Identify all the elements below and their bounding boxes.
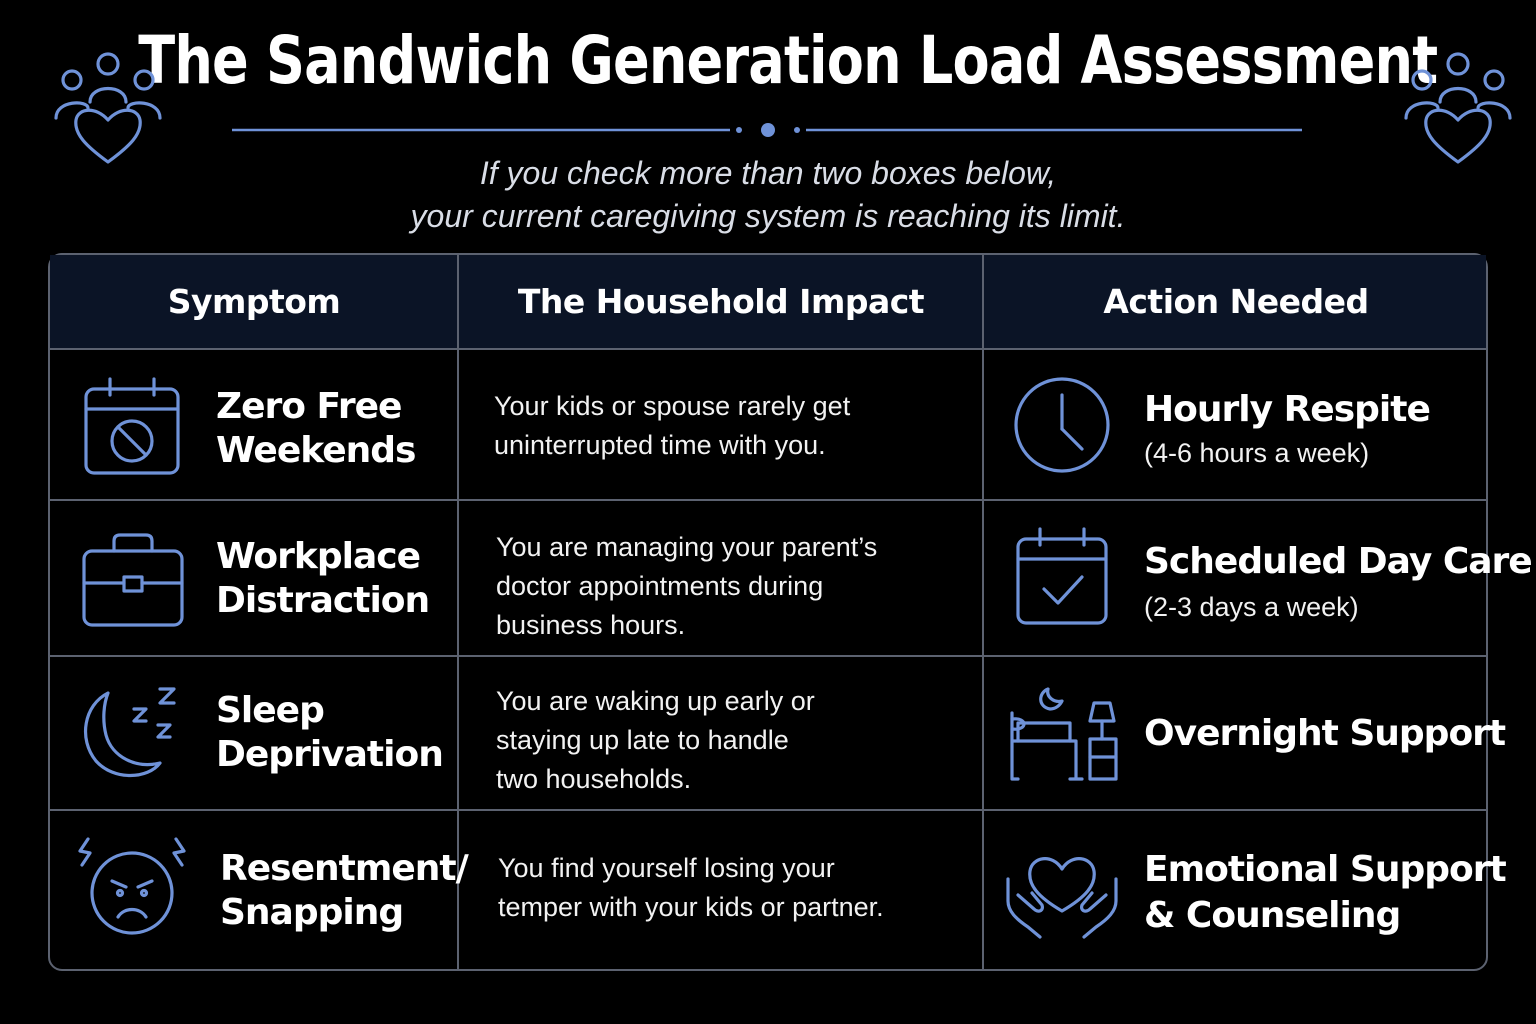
row-divider (50, 348, 1486, 350)
subtitle-line-2: your current caregiving system is reaching its limit. (410, 198, 1126, 234)
subtitle-line-1: If you check more than two boxes below, (479, 155, 1057, 191)
bed-night-icon (1008, 683, 1120, 783)
title-divider (230, 118, 1306, 142)
column-header-symptom: Symptom (167, 282, 341, 321)
action-detail: (4-6 hours a week) (1144, 438, 1370, 468)
calendar-check-icon (1012, 527, 1112, 629)
heart-hands-icon (1004, 845, 1120, 941)
table-header-row (50, 255, 1486, 349)
column-header-action: Action Needed (1103, 282, 1369, 321)
action-detail: (2-3 days a week) (1144, 592, 1359, 622)
symptom-label: Sleep Deprivation (216, 690, 443, 775)
column-header-impact: The Household Impact (517, 282, 925, 321)
symptom-label: Resentment/ Snapping (220, 848, 468, 933)
symptom-label: Zero Free Weekends (216, 386, 416, 471)
family-heart-icon (52, 50, 164, 168)
impact-text: You are waking up early or staying up late to handle two households. (496, 686, 815, 794)
row-divider (50, 655, 1486, 657)
subtitle (0, 152, 1536, 238)
action-title: Scheduled Day Care (1144, 541, 1532, 582)
moon-sleep-icon (78, 683, 182, 783)
column-divider (982, 255, 984, 969)
calendar-no-icon (80, 375, 184, 479)
angry-face-icon (74, 837, 190, 937)
symptom-label: Workplace Distraction (216, 536, 430, 621)
assessment-table (48, 253, 1532, 971)
family-heart-icon (1402, 50, 1514, 168)
action-title: Hourly Respite (1144, 389, 1430, 430)
page-title: The Sandwich Generation Load Assessment (138, 22, 1438, 99)
impact-text: You are managing your parent’s doctor appointments during business hours. (496, 532, 878, 640)
impact-text: Your kids or spouse rarely get uninterrupted time with you. (494, 391, 851, 460)
clock-icon (1010, 373, 1114, 477)
briefcase-icon (80, 531, 186, 631)
impact-text: You find yourself losing your temper with your kids or partner. (498, 853, 884, 922)
action-title: Emotional Support & Counseling (1144, 849, 1506, 936)
row-divider (50, 809, 1486, 811)
action-title: Overnight Support (1144, 713, 1506, 754)
row-divider (50, 499, 1486, 501)
